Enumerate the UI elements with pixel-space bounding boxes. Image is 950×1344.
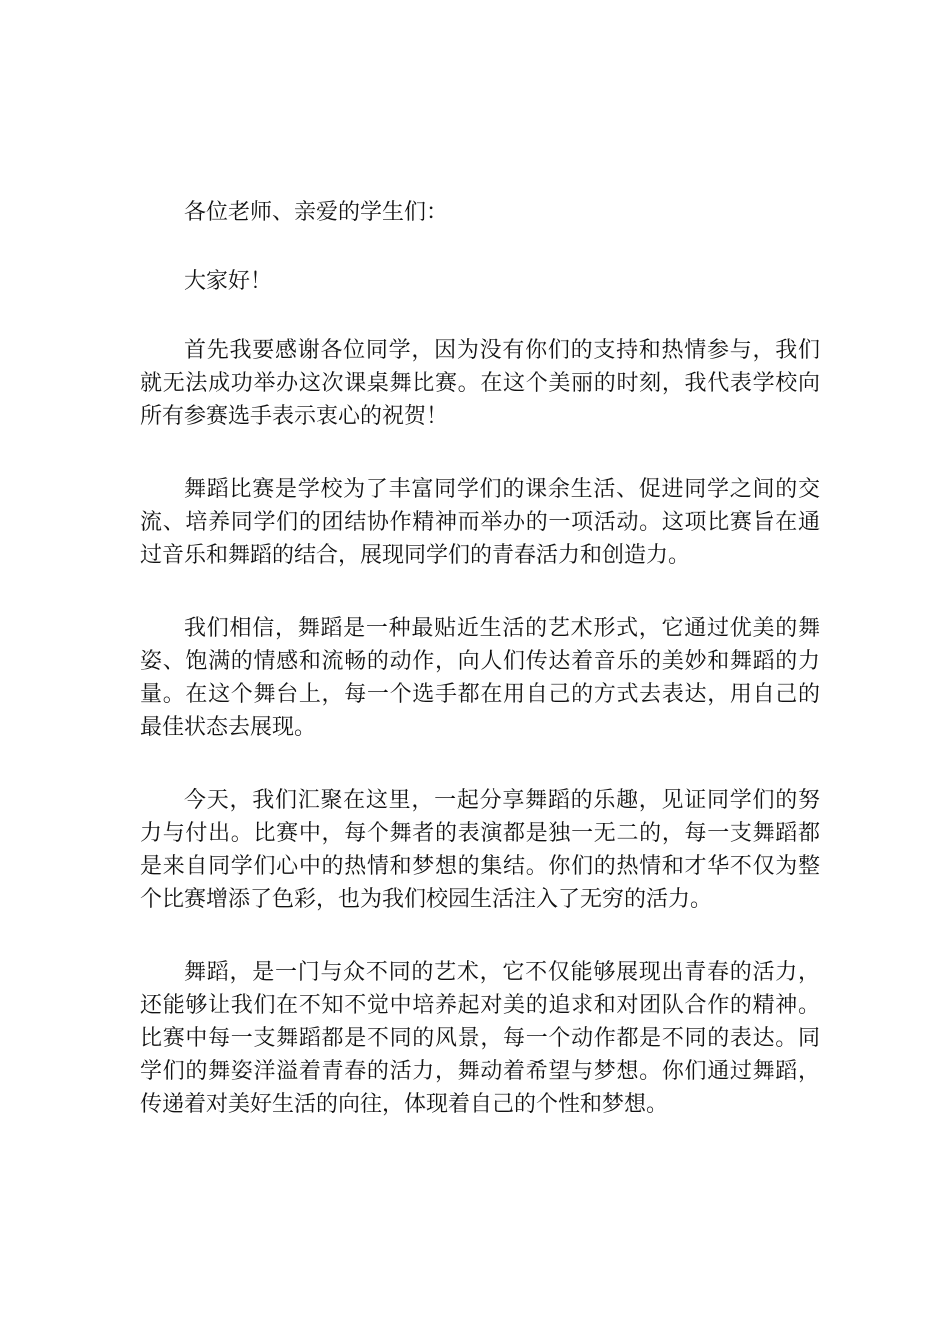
- salutation: 各位老师、亲爱的学生们：: [184, 200, 449, 225]
- paragraph-1: 首先我要感谢各位同学，因为没有你们的支持和热情参与，我们就无法成功举办这次课桌舞比赛。在这个美丽的时刻，我代表学校向所有参赛选手表示衷心的祝贺！: [140, 338, 820, 429]
- greeting: 大家好！: [184, 269, 273, 294]
- speech-body: [140, 196, 820, 1161]
- paragraph-2: 舞蹈比赛是学校为了丰富同学们的课余生活、促进同学之间的交流、培养同学们的团结协作精神而举办的一项活动。这项比赛旨在通过音乐和舞蹈的结合，展现同学们的青春活力和创造力。: [140, 477, 820, 568]
- paragraph-3: 我们相信，舞蹈是一种最贴近生活的艺术形式，它通过优美的舞姿、饱满的情感和流畅的动作，向人们传达着音乐的美妙和舞蹈的力量。在这个舞台上，每一个选手都在用自己的方式去表达，用自己的最佳状态去展现。: [140, 616, 820, 740]
- paragraph-5: 舞蹈，是一门与众不同的艺术，它不仅能够展现出青春的活力，还能够让我们在不知不觉中培养起对美的追求和对团队合作的精神。比赛中每一支舞蹈都是不同的风景，每一个动作都是不同的表达。同学们的舞姿洋溢着青春的活力，舞动着希望与梦想。你们通过舞蹈，传递着对美好生活的向往，体现着自己的个性和梦想。: [140, 960, 820, 1117]
- paragraph-4: 今天，我们汇聚在这里，一起分享舞蹈的乐趣，见证同学们的努力与付出。比赛中，每个舞者的表演都是独一无二的，每一支舞蹈都是来自同学们心中的热情和梦想的集结。你们的热情和才华不仅为整个比赛增添了色彩，也为我们校园生活注入了无穷的活力。: [140, 788, 820, 912]
